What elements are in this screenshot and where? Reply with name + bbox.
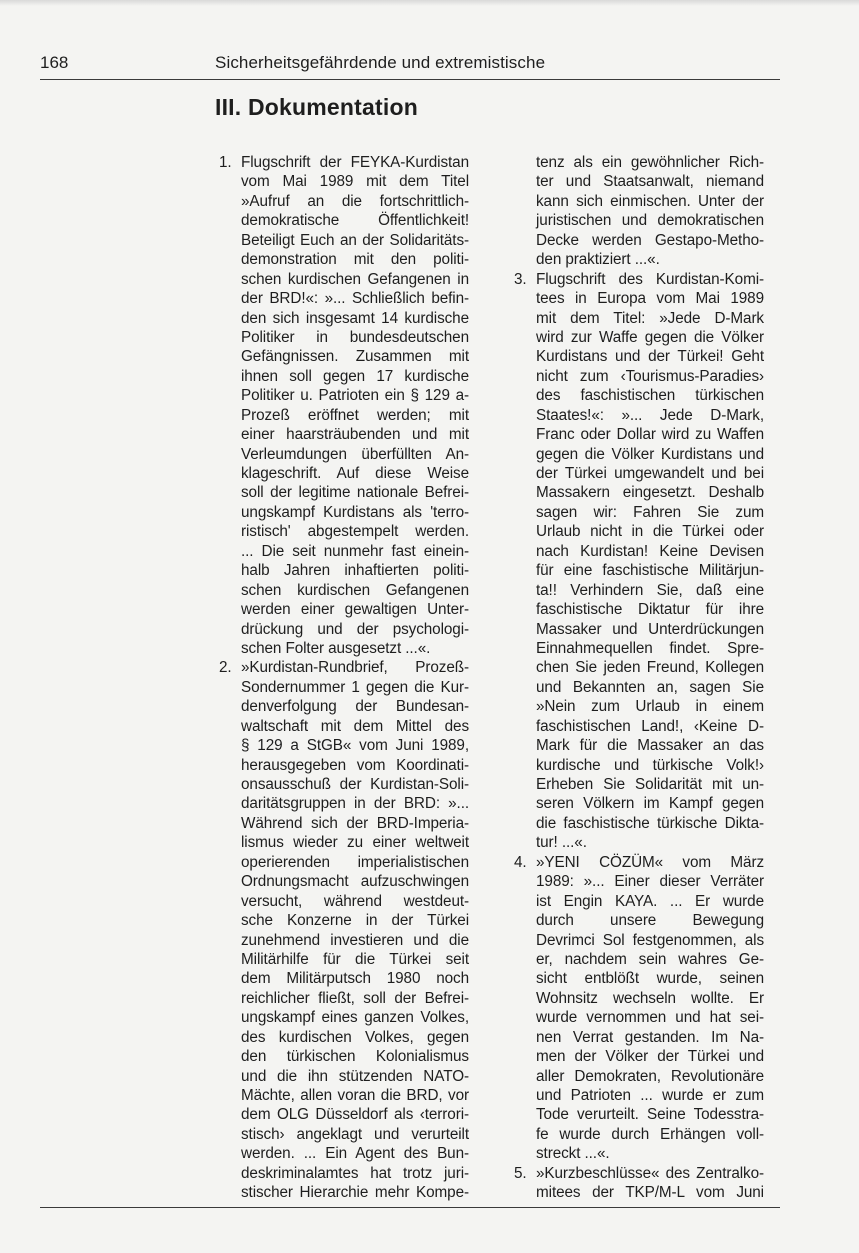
line-text: und Patrioten ... wurde er zum [536,1087,764,1104]
text-line [215,153,469,172]
text-line [510,969,764,988]
line-text: demokratische Öffentlichkeit! [241,212,469,230]
line-text: seren Völkern im Kampf gegen [536,795,764,813]
text-line [215,658,469,677]
line-text: men der Völker der Türkei und [536,1048,764,1066]
text-line [215,989,469,1008]
text-line [215,425,469,444]
text-line [215,1047,469,1066]
text-line [510,872,764,891]
text-line [510,406,764,425]
text-line [215,892,469,911]
text-line [510,697,764,716]
text-line [215,600,469,619]
line-text: reichlicher fließt, soll der Befrei- [241,989,469,1007]
text-line [215,289,469,308]
line-text: sicht entblößt wurde, seinen [536,970,764,988]
line-text: mit dem Titel: »Jede D-Mark [536,309,764,327]
line-text: Verleumdungen überfüllten An- [241,445,469,463]
text-line [510,347,764,366]
text-line [510,561,764,580]
text-line [215,386,469,405]
text-line [510,153,764,172]
right-column [510,153,764,1203]
line-text: sagen wir: Fahren Sie zum [536,503,764,521]
line-text: »Kurdistan-Rundbrief, Prozeß- [241,659,469,677]
text-line [510,386,764,405]
text-line [510,1105,764,1124]
line-text: und Bekannten an, sagen Sie [536,678,764,696]
line-text: tenz als ein gewöhnlicher Rich- [536,154,764,171]
line-text: Prozeß eröffnet werden; mit [241,406,469,424]
line-text: ungskampf eines ganzen Volkes, [241,1009,469,1027]
line-text: gegen die Völker Kurdistans und [536,445,764,463]
line-text: Mark für die Massaker an das [536,737,764,755]
text-line [215,328,469,347]
line-text: dem OLG Düsseldorf als ‹terrori- [241,1106,469,1124]
text-line [215,367,469,386]
line-text: aller Demokraten, Revolutionäre [536,1067,764,1085]
line-text: »Nein zum Urlaub in einem [536,698,764,716]
text-line [215,445,469,464]
line-text: »YENI CÖZÜM« vom März [536,853,764,871]
text-line [215,270,469,289]
text-line [510,464,764,483]
text-line [215,950,469,969]
line-text: dem Militärputsch 1980 noch [241,970,469,988]
line-text: schen Folter ausgesetzt ...«. [241,639,431,657]
text-line [510,1086,764,1105]
text-line [215,853,469,872]
line-text: ist Engin KAYA. ... Er wurde [536,892,764,910]
line-text: streckt ...«. [536,1145,610,1163]
line-text: und die ihn stützenden NATO- [241,1067,469,1085]
line-text: den praktiziert ...«. [536,251,660,269]
text-line [215,931,469,950]
line-text: operierenden imperialistischen [241,853,469,871]
line-text: Decke werden Gestapo-Metho- [536,231,764,249]
line-text: Mächte, allen voran die BRD, vor [241,1087,469,1104]
line-text: faschistische Diktatur für ihre [536,601,764,619]
text-line [215,872,469,891]
line-text: zunehmend investieren und die [241,931,469,949]
line-text: soll der legitime nationale Befrei- [241,484,469,502]
text-line [510,581,764,600]
text-line [510,1164,764,1183]
line-text: ungskampf Kurdistans als 'terro- [241,503,469,521]
line-text: Flugschrift des Kurdistan-Komi- [536,270,764,288]
line-text: schen kurdischen Gefangenen in [241,270,469,288]
line-text: ta!! Verhindern Sie, daß eine [536,581,764,599]
text-line [215,1125,469,1144]
line-text: des faschistischen türkischen [536,387,764,405]
line-text: die faschistische türkische Dikta- [536,814,764,832]
line-text: kann sich einmischen. Unter der [536,192,764,210]
line-text: wurde vernommen und hat sei- [536,1009,764,1027]
text-line [510,211,764,230]
text-line [510,503,764,522]
list-item-number: 2. [219,659,232,677]
line-text: denverfolgung der Bundesan- [241,698,469,716]
text-line [510,911,764,930]
line-text: er, nachdem sein wahres Ge- [536,950,764,968]
page-header [40,53,780,80]
text-line [510,756,764,775]
line-text: stisch› angeklagt und verurteilt [241,1125,469,1143]
line-text: der BRD!«: »... Schließlich befin- [241,290,469,308]
text-line [510,1067,764,1086]
line-text: ristisch' abgestempelt werden. [241,523,469,541]
text-line [215,522,469,541]
text-line [215,697,469,716]
text-line [510,328,764,347]
line-text: herausgegeben vom Koordinati- [241,756,469,774]
line-text: drückung und der psychologi- [241,620,469,638]
line-text: Beteiligt Euch an der Solidaritäts- [241,231,469,249]
text-line [510,1125,764,1144]
text-line [510,833,764,852]
line-text: onsausschuß der Kurdistan-Soli- [241,776,469,793]
text-line [510,483,764,502]
text-line [510,950,764,969]
line-text: schen kurdischen Gefangenen [241,581,469,599]
line-text: 1989: »... Einer dieser Verräter [536,873,764,891]
text-line [510,853,764,872]
line-text: deskriminalamtes hat trotz juri- [241,1164,469,1182]
text-line [510,1028,764,1047]
text-line [215,969,469,988]
text-line [510,309,764,328]
text-line [510,717,764,736]
text-line [215,736,469,755]
text-line [215,561,469,580]
line-text: Wohnsitz wechseln wollte. Er [536,989,764,1007]
text-line [510,658,764,677]
text-line [510,289,764,308]
text-line [510,736,764,755]
line-text: nach Kurdistan! Keine Devisen [536,542,764,560]
line-text: werden einer gewaltigen Unter- [241,601,469,619]
line-text: Militärhilfe für die Türkei seit [241,950,469,968]
text-line [215,639,469,658]
line-text: fe wurde durch Erhängen voll- [536,1125,764,1143]
line-text: sche Konzerne in der Türkei [241,912,469,930]
line-text: des kurdischen Volkes, gegen [241,1028,469,1046]
text-line [215,1086,469,1105]
line-text: Franc oder Dollar wird zu Waffen [536,426,764,444]
text-line [510,892,764,911]
text-line [510,522,764,541]
line-text: Tode verurteilt. Seine Todesstra- [536,1106,764,1124]
line-text: daritätsgruppen in der BRD: »... [241,795,469,813]
text-line [215,794,469,813]
text-line [215,911,469,930]
line-text: für eine faschistische Militärjun- [536,562,764,580]
line-text: klageschrift. Auf diese Weise [241,465,469,482]
line-text: stischer Hierarchie mehr Kompe- [241,1184,469,1202]
text-line [510,814,764,833]
line-text: § 129 a StGB« vom Juni 1989, [241,737,469,755]
list-item-number: 4. [514,853,527,871]
line-text: faschistischen Land!, ‹Keine D- [536,717,764,735]
line-text: waltschaft mit dem Mittel des [241,717,469,735]
text-line [510,600,764,619]
line-text: Urlaub nicht in die Türkei oder [536,523,764,541]
text-line [510,794,764,813]
text-line [215,775,469,794]
text-line [510,620,764,639]
line-text: tur! ...«. [536,834,587,852]
line-text: den türkischen Kolonialismus [241,1048,469,1066]
line-text: Massakern eingesetzt. Deshalb [536,484,764,502]
text-line [215,814,469,833]
line-text: »Aufruf an die fortschrittlich- [241,192,469,210]
text-line [215,309,469,328]
text-line [510,445,764,464]
text-line [510,931,764,950]
line-text: Ordnungsmacht aufzuschwingen [241,873,469,891]
text-line [215,1144,469,1163]
text-line [215,1105,469,1124]
list-item-number: 3. [514,270,527,288]
text-line [215,211,469,230]
footer-rule [40,1207,780,1208]
text-line [510,639,764,658]
line-text: einer haarsträubenden und mit [241,426,469,444]
line-text: kurdische und türkische Volk!› [536,756,764,774]
line-text: den sich insgesamt 14 kurdische [241,309,469,327]
text-line [215,406,469,425]
section-title: III. Dokumentation [215,94,418,120]
line-text: »Kurzbeschlüsse« des Zentralko- [536,1164,764,1182]
text-line [215,231,469,250]
text-line [215,1008,469,1027]
text-line [215,1183,469,1202]
line-text: nen Verrat gestanden. Im Na- [536,1028,764,1046]
line-text: Sondernummer 1 gegen die Kur- [241,678,469,696]
line-text: Kurdistans und der Türkei! Geht [536,348,764,366]
line-text: demonstration mit den politi- [241,251,469,269]
text-line [215,581,469,600]
list-item-number: 5. [514,1164,527,1182]
text-line [215,756,469,775]
text-line [215,542,469,561]
line-text: tees in Europa vom Mai 1989 [536,290,764,308]
line-text: halb Jahren inhaftierten politi- [241,562,469,580]
line-text: mitees der TKP/M-L vom Juni [536,1184,764,1202]
text-line [215,1067,469,1086]
line-text: Politiker u. Patrioten ein § 129 a- [241,387,469,405]
line-text: werden. ... Ein Agent des Bun- [241,1145,469,1163]
line-text: der Türkei umgewandelt und bei [536,465,764,482]
text-line [510,989,764,1008]
text-line [215,1028,469,1047]
line-text: ... Die seit nunmehr fast einein- [241,542,469,560]
line-text: juristischen und demokratischen [536,212,764,230]
line-text: durch unsere Bewegung [536,912,764,930]
text-line [215,192,469,211]
text-line [510,192,764,211]
line-text: Flugschrift der FEYKA-Kurdistan [241,154,469,171]
line-text: versucht, während westdeut- [241,892,469,910]
line-text: ter und Staatsanwalt, niemand [536,173,764,191]
text-line [510,425,764,444]
left-column [215,153,469,1203]
line-text: ihnen soll gegen 17 kurdische [241,367,469,385]
text-line [510,678,764,697]
line-text: Gefängnissen. Zusammen mit [241,348,469,366]
line-text: Devrimci Sol festgenommen, als [536,931,764,949]
text-line [510,775,764,794]
text-line [510,1008,764,1027]
text-line [215,464,469,483]
text-line [215,503,469,522]
line-text: Politiker in bundesdeutschen [241,328,469,346]
page-number: 168 [40,53,69,72]
text-line [215,483,469,502]
line-text: Erheben Sie Solidarität mit un- [536,776,764,793]
text-line [215,250,469,269]
text-line [510,1144,764,1163]
line-text: nicht zum ‹Tourismus-Paradies› [536,367,764,385]
text-line [215,172,469,191]
text-line [510,172,764,191]
text-line [510,542,764,561]
text-line [215,717,469,736]
text-line [510,1047,764,1066]
text-line [215,347,469,366]
line-text: Einnahmequellen findet. Spre- [536,639,764,657]
text-line [215,620,469,639]
line-text: vom Mai 1989 mit dem Titel [241,173,469,191]
text-line [510,367,764,386]
running-title: Sicherheitsgefährdende und extremistische [215,53,546,72]
scan-edge [0,0,859,6]
text-line [215,1164,469,1183]
text-line [510,250,764,269]
text-line [510,1183,764,1202]
line-text: Staates!«: »... Jede D-Mark, [536,406,764,424]
text-line [215,833,469,852]
line-text: wird zur Waffe gegen die Völker [536,328,764,346]
list-item-number: 1. [219,154,232,171]
text-line [215,678,469,697]
line-text: Massaker und Unterdrückungen [536,620,764,638]
line-text: Während sich der BRD-Imperia- [241,814,469,832]
line-text: chen Sie jeden Freund, Kollegen [536,659,764,677]
text-line [510,270,764,289]
text-line [510,231,764,250]
line-text: lismus wieder zu einer weltweit [241,834,469,852]
